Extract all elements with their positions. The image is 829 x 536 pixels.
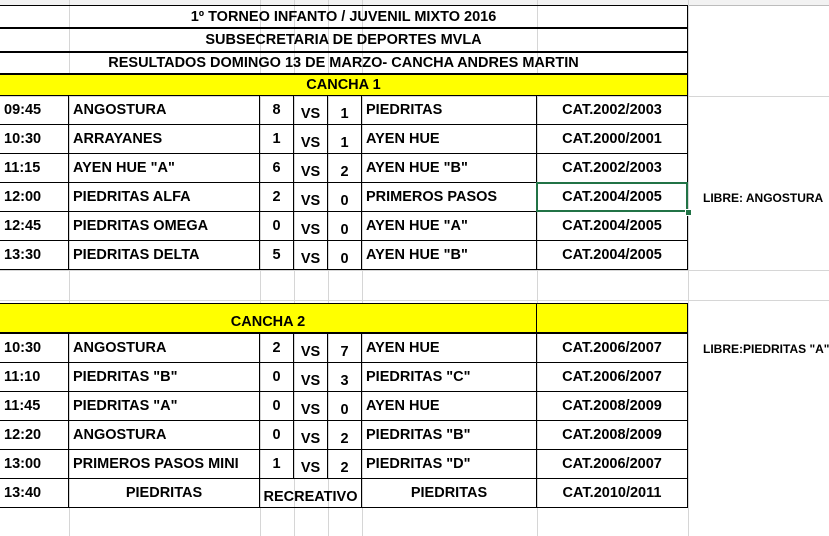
home-team-text: PIEDRITAS OMEGA: [73, 218, 209, 234]
time-text: 11:45: [4, 398, 41, 414]
vs-text: VS: [300, 460, 321, 476]
away-score-cell[interactable]: [327, 391, 362, 421]
away-team-text: AYEN HUE "B": [366, 160, 468, 176]
category-cell[interactable]: [536, 362, 688, 392]
home-score-text: 8: [272, 102, 281, 118]
cancha2-note-text: LIBRE:PIEDRITAS "A": [703, 341, 829, 356]
time-cell[interactable]: [0, 124, 69, 154]
home-team-text: ANGOSTURA: [73, 340, 167, 356]
home-score-text: 5: [272, 247, 281, 263]
home-score-cell[interactable]: [259, 211, 294, 241]
home-score-cell[interactable]: [259, 153, 294, 183]
home-team-cell[interactable]: [68, 420, 260, 450]
away-score-cell[interactable]: [327, 211, 362, 241]
home-score-cell[interactable]: [259, 391, 294, 421]
vs-cell[interactable]: [293, 182, 328, 212]
away-team-cell[interactable]: [361, 182, 537, 212]
category-text: CAT.2006/2007: [562, 369, 662, 385]
time-cell[interactable]: [0, 449, 69, 479]
home-score-cell[interactable]: [259, 182, 294, 212]
time-cell[interactable]: [0, 182, 69, 212]
away-score-text: 3: [340, 373, 349, 389]
away-team-text: PIEDRITAS: [366, 102, 443, 118]
home-score-cell[interactable]: [259, 240, 294, 270]
vs-text: VS: [300, 373, 321, 389]
vs-cell[interactable]: [293, 362, 328, 392]
away-score-text: 0: [340, 193, 349, 209]
time-cell[interactable]: [0, 153, 69, 183]
away-score-text: 0: [340, 402, 349, 418]
gridline: [0, 270, 829, 271]
vs-cell[interactable]: [293, 153, 328, 183]
home-team-cell[interactable]: [68, 333, 260, 363]
away-score-text: 2: [340, 164, 349, 180]
home-team-text: ANGOSTURA: [73, 427, 167, 443]
away-team-cell[interactable]: [361, 211, 537, 241]
time-cell[interactable]: [0, 478, 69, 508]
home-team-cell[interactable]: [68, 124, 260, 154]
vs-text: VS: [300, 222, 321, 238]
category-cell[interactable]: [536, 211, 688, 241]
category-cell[interactable]: [536, 124, 688, 154]
home-score-cell[interactable]: [259, 333, 294, 363]
time-cell[interactable]: [0, 211, 69, 241]
home-score-text: 1: [272, 456, 281, 472]
home-team-cell[interactable]: [68, 449, 260, 479]
home-team-cell[interactable]: [68, 391, 260, 421]
time-text: 11:15: [4, 160, 41, 176]
away-team-text: PIEDRITAS "C": [366, 369, 471, 385]
time-text: 13:30: [4, 247, 42, 263]
home-score-text: 1: [272, 131, 281, 147]
away-team-text: AYEN HUE: [366, 340, 440, 356]
home-team-cell[interactable]: [68, 182, 260, 212]
gridline: [0, 300, 829, 301]
home-team-text: PRIMEROS PASOS MINI: [73, 456, 239, 472]
time-cell[interactable]: [0, 95, 69, 125]
away-score-text: 0: [340, 251, 349, 267]
home-team-cell[interactable]: [68, 95, 260, 125]
home-team-text: ANGOSTURA: [73, 102, 167, 118]
home-team-text: ARRAYANES: [73, 131, 163, 147]
home-score-text: 0: [272, 369, 281, 385]
home-team-text: AYEN HUE "A": [73, 160, 175, 176]
category-cell[interactable]: [536, 420, 688, 450]
cancha2-header[interactable]: [0, 303, 537, 333]
vs-cell[interactable]: [293, 124, 328, 154]
category-text: CAT.2004/2005: [562, 247, 662, 263]
time-text: 12:00: [4, 189, 42, 205]
team-text: PIEDRITAS: [125, 485, 203, 501]
cancha1-note[interactable]: [700, 183, 829, 212]
time-text: 10:30: [4, 340, 42, 356]
away-team-text: AYEN HUE "B": [366, 247, 468, 263]
home-team-text: PIEDRITAS "A": [73, 398, 178, 414]
team-text: PIEDRITAS: [410, 485, 488, 501]
recreativo-cell[interactable]: [259, 478, 362, 508]
away-team-cell[interactable]: [361, 124, 537, 154]
home-score-text: 2: [272, 189, 281, 205]
away-team-cell[interactable]: [361, 391, 537, 421]
time-text: 12:20: [4, 427, 42, 443]
cancha2-note[interactable]: [700, 334, 829, 363]
results-cell[interactable]: [0, 52, 688, 74]
home-team-text: PIEDRITAS "B": [73, 369, 178, 385]
vs-text: VS: [300, 135, 321, 151]
vs-cell[interactable]: [293, 95, 328, 125]
category-cell[interactable]: [536, 95, 688, 125]
category-cell[interactable]: [536, 240, 688, 270]
home-team-cell[interactable]: [68, 211, 260, 241]
vs-text: VS: [300, 164, 321, 180]
cancha1-note-text: LIBRE: ANGOSTURA: [703, 190, 824, 205]
away-score-cell[interactable]: [327, 240, 362, 270]
away-team-cell[interactable]: [361, 333, 537, 363]
away-score-cell[interactable]: [327, 362, 362, 392]
home-team-text: PIEDRITAS ALFA: [73, 189, 191, 205]
category-cell[interactable]: [536, 182, 688, 212]
time-cell[interactable]: [0, 420, 69, 450]
home-score-cell[interactable]: [259, 420, 294, 450]
category-text: CAT.2002/2003: [562, 160, 662, 176]
vs-text: VS: [300, 344, 321, 360]
cancha2-label: CANCHA 2: [230, 314, 306, 330]
cancha2-header-cat[interactable]: [536, 303, 688, 333]
time-text: 09:45: [4, 102, 42, 118]
time-cell[interactable]: [0, 362, 69, 392]
away-score-text: 0: [340, 222, 349, 238]
away-team-cell[interactable]: [361, 240, 537, 270]
home-team-cell[interactable]: [68, 362, 260, 392]
away-score-cell[interactable]: [327, 95, 362, 125]
recreativo-text: RECREATIVO: [263, 489, 358, 505]
away-score-text: 1: [340, 106, 349, 122]
home-score-cell[interactable]: [259, 362, 294, 392]
team-cell[interactable]: [361, 478, 537, 508]
time-cell[interactable]: [0, 240, 69, 270]
home-score-text: 0: [272, 398, 281, 414]
category-cell[interactable]: [536, 333, 688, 363]
time-cell[interactable]: [0, 391, 69, 421]
category-text: CAT.2006/2007: [562, 340, 662, 356]
home-score-cell[interactable]: [259, 124, 294, 154]
away-team-text: PIEDRITAS "D": [366, 456, 471, 472]
gridline: [688, 0, 689, 536]
vs-cell[interactable]: [293, 449, 328, 479]
category-cell[interactable]: [536, 153, 688, 183]
vs-cell[interactable]: [293, 211, 328, 241]
org-text: SUBSECRETARIA DE DEPORTES MVLA: [205, 32, 482, 48]
away-team-cell[interactable]: [361, 449, 537, 479]
category-text: CAT.2000/2001: [562, 131, 662, 147]
away-team-text: AYEN HUE "A": [366, 218, 468, 234]
vs-text: VS: [300, 431, 321, 447]
away-team-text: AYEN HUE: [366, 398, 440, 414]
fill-handle[interactable]: [685, 209, 692, 216]
away-score-cell[interactable]: [327, 420, 362, 450]
home-score-cell[interactable]: [259, 449, 294, 479]
away-score-text: 1: [340, 135, 349, 151]
away-team-cell[interactable]: [361, 95, 537, 125]
category-cell[interactable]: [536, 449, 688, 479]
cancha1-label: CANCHA 1: [306, 77, 381, 93]
time-text: 10:30: [4, 131, 42, 147]
time-text: 11:10: [4, 369, 41, 385]
vs-text: VS: [300, 251, 321, 267]
category-text: CAT.2006/2007: [562, 456, 662, 472]
title-text: 1º TORNEO INFANTO / JUVENIL MIXTO 2016: [190, 8, 497, 25]
vs-cell[interactable]: [293, 333, 328, 363]
away-team-cell[interactable]: [361, 420, 537, 450]
home-score-text: 0: [272, 218, 281, 234]
home-score-text: 0: [272, 427, 281, 443]
category-text: CAT.2004/2005: [562, 218, 662, 234]
time-text: 13:00: [4, 456, 42, 472]
title-cell[interactable]: [0, 5, 688, 28]
away-score-cell[interactable]: [327, 182, 362, 212]
away-team-text: AYEN HUE: [366, 131, 440, 147]
away-team-cell[interactable]: [361, 153, 537, 183]
away-team-text: PRIMEROS PASOS: [366, 189, 498, 205]
category-text: CAT.2008/2009: [562, 427, 662, 443]
vs-text: VS: [300, 106, 321, 122]
results-text: RESULTADOS DOMINGO 13 DE MARZO- CANCHA ANDRES MARTIN: [108, 55, 579, 71]
home-score-cell[interactable]: [259, 95, 294, 125]
category-text: CAT.2004/2005: [562, 189, 662, 205]
home-team-cell[interactable]: [68, 153, 260, 183]
home-score-text: 2: [272, 340, 281, 356]
vs-cell[interactable]: [293, 391, 328, 421]
away-score-text: 2: [340, 460, 349, 476]
away-score-text: 7: [340, 344, 349, 360]
vs-cell[interactable]: [293, 420, 328, 450]
vs-cell[interactable]: [293, 240, 328, 270]
category-text: CAT.2010/2011: [562, 485, 662, 501]
away-score-cell[interactable]: [327, 124, 362, 154]
away-team-text: PIEDRITAS "B": [366, 427, 471, 443]
time-cell[interactable]: [0, 333, 69, 363]
org-cell[interactable]: [0, 28, 688, 52]
home-score-text: 6: [272, 160, 281, 176]
category-cell[interactable]: [536, 391, 688, 421]
category-cell[interactable]: [536, 478, 688, 508]
cancha1-header[interactable]: [0, 74, 688, 96]
home-team-cell[interactable]: [68, 240, 260, 270]
home-team-text: PIEDRITAS DELTA: [73, 247, 200, 263]
vs-text: VS: [300, 193, 321, 209]
away-score-cell[interactable]: [327, 333, 362, 363]
away-score-text: 2: [340, 431, 349, 447]
away-team-cell[interactable]: [361, 362, 537, 392]
vs-text: VS: [300, 402, 321, 418]
category-text: CAT.2002/2003: [562, 102, 662, 118]
away-score-cell[interactable]: [327, 153, 362, 183]
team-cell[interactable]: [68, 478, 260, 508]
away-score-cell[interactable]: [327, 449, 362, 479]
time-text: 12:45: [4, 218, 42, 234]
category-text: CAT.2008/2009: [562, 398, 662, 414]
time-text: 13:40: [4, 485, 42, 501]
